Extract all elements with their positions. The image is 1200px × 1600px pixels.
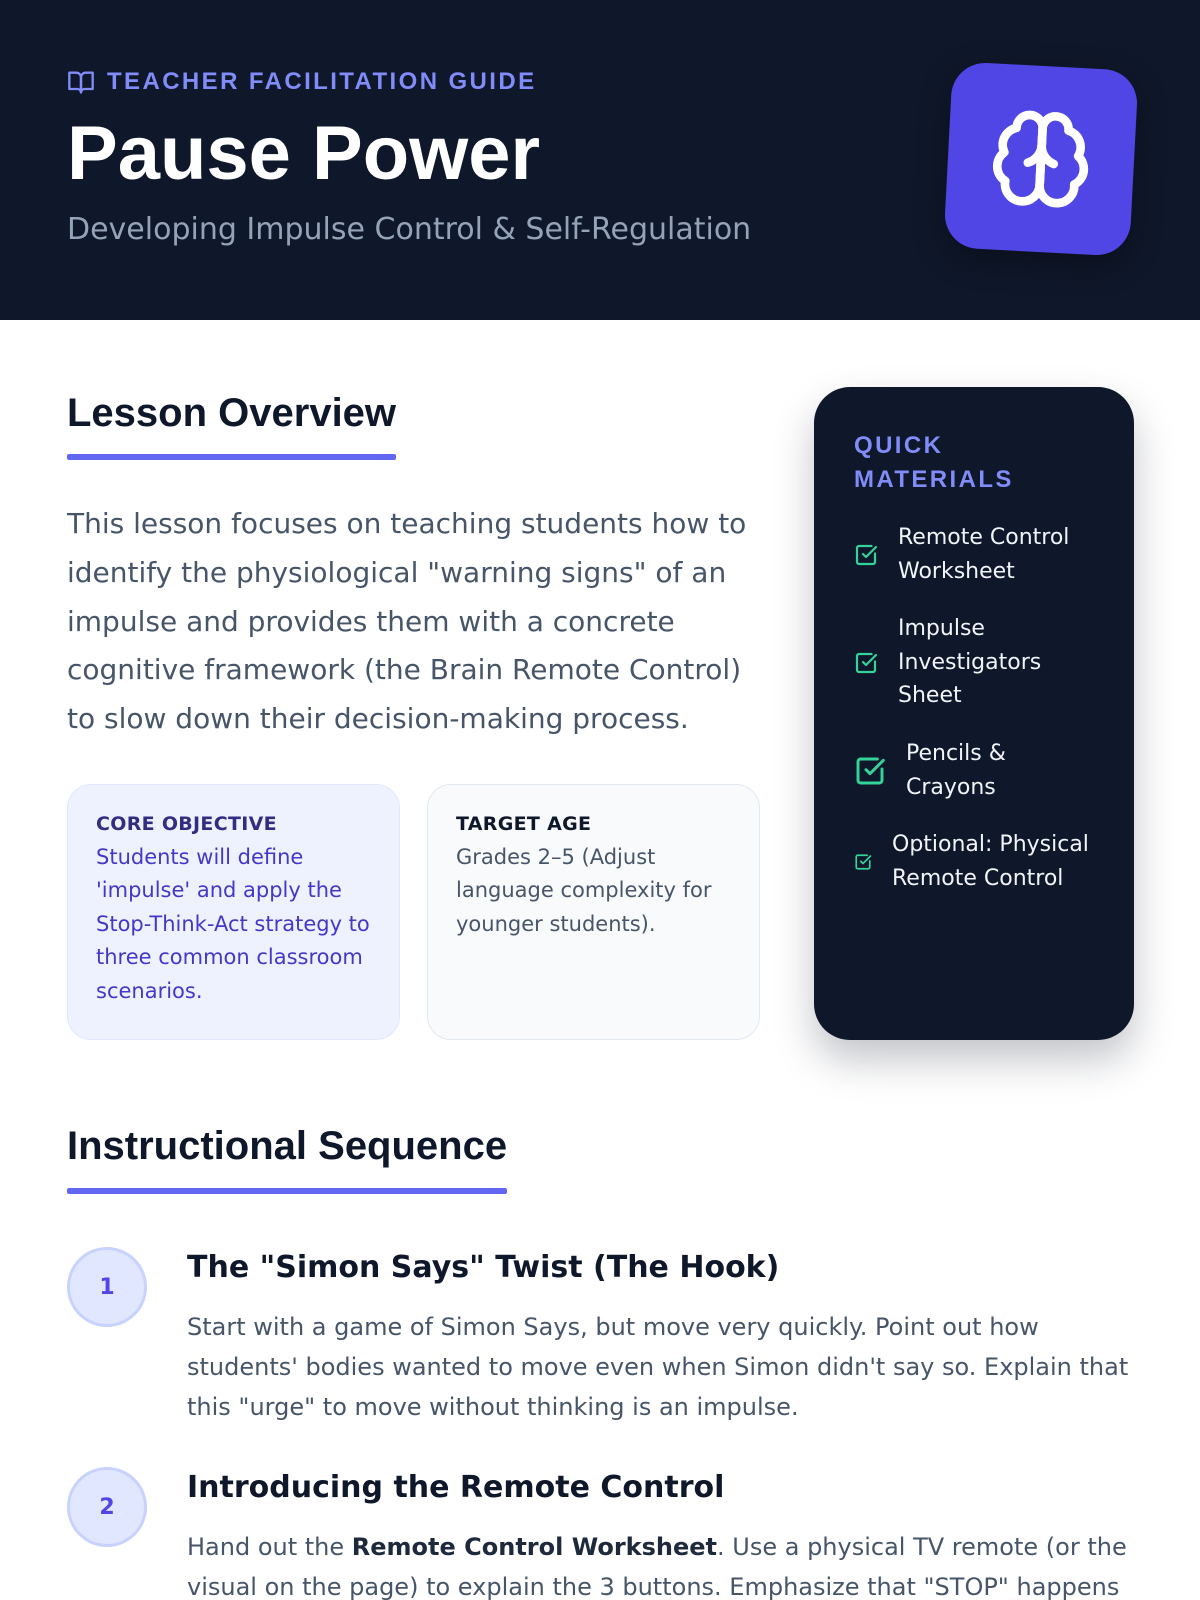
core-objective-text: Students will define 'impulse' and apply the Stop-Think-Act strategy to three common classroom scenarios. <box>96 845 370 1003</box>
list-item <box>854 612 1094 713</box>
sequence-underline <box>67 1188 507 1194</box>
materials-list <box>854 521 1094 895</box>
step-title: Introducing the Remote Control <box>187 1470 725 1505</box>
page-subtitle: Developing Impulse Control & Self-Regulation <box>67 212 752 247</box>
header-banner <box>0 0 1200 320</box>
step-number-badge: 1 <box>67 1247 147 1327</box>
material-label: Remote Control Worksheet <box>898 525 1070 584</box>
step-title: The "Simon Says" Twist (The Hook) <box>187 1250 780 1285</box>
materials-title: QUICK MATERIALS <box>854 432 1014 493</box>
step-body-text: . Use a physical TV remote (or the visual on the page) to explain the 3 buttons. Emphasize that "STOP" happens <box>187 1533 1127 1600</box>
brain-icon <box>986 104 1095 213</box>
material-label: Optional: Physical Remote Control <box>892 832 1089 891</box>
list-item <box>854 521 1094 588</box>
target-age-label: TARGET AGE <box>456 813 592 835</box>
brain-logo-tile <box>943 61 1138 256</box>
check-square-icon <box>854 543 878 567</box>
sequence-heading: Instructional Sequence <box>67 1124 508 1168</box>
target-age-card <box>427 784 760 1040</box>
eyebrow-text: TEACHER FACILITATION GUIDE <box>107 68 537 95</box>
step-body-text: Hand out the <box>187 1533 352 1561</box>
check-square-icon <box>854 755 886 787</box>
page-title: Pause Power <box>67 111 541 196</box>
core-objective-card <box>67 784 400 1040</box>
step-body <box>187 1527 1137 1600</box>
guide-eyebrow <box>67 68 537 96</box>
list-item <box>854 828 1094 895</box>
list-item <box>854 737 1094 804</box>
quick-materials-panel <box>814 387 1134 1040</box>
step-body: Start with a game of Simon Says, but move very quickly. Point out how students' bodies wanted to move even when Simon didn't say so. Explain that this "urge" to move without thinking is an impulse. <box>187 1313 1129 1421</box>
core-objective-label: CORE OBJECTIVE <box>96 813 277 835</box>
overview-underline <box>67 454 396 460</box>
material-label: Pencils & Crayons <box>906 740 1006 800</box>
overview-heading: Lesson Overview <box>67 391 397 435</box>
step-number-badge: 2 <box>67 1467 147 1547</box>
material-label: Impulse Investigators Sheet <box>898 616 1042 709</box>
overview-text: This lesson focuses on teaching students how to identify the physiological "warning signs" of an impulse and provides them with a concrete cognitive framework (the Brain Remote Control) to slow down their decision-making process. <box>67 507 747 736</box>
check-square-icon <box>854 651 878 675</box>
worksheet-name: Remote Control Worksheet <box>351 1533 718 1561</box>
book-open-icon <box>67 68 95 96</box>
target-age-text: Grades 2–5 (Adjust language complexity for younger students). <box>456 845 712 936</box>
check-square-icon <box>854 853 872 871</box>
